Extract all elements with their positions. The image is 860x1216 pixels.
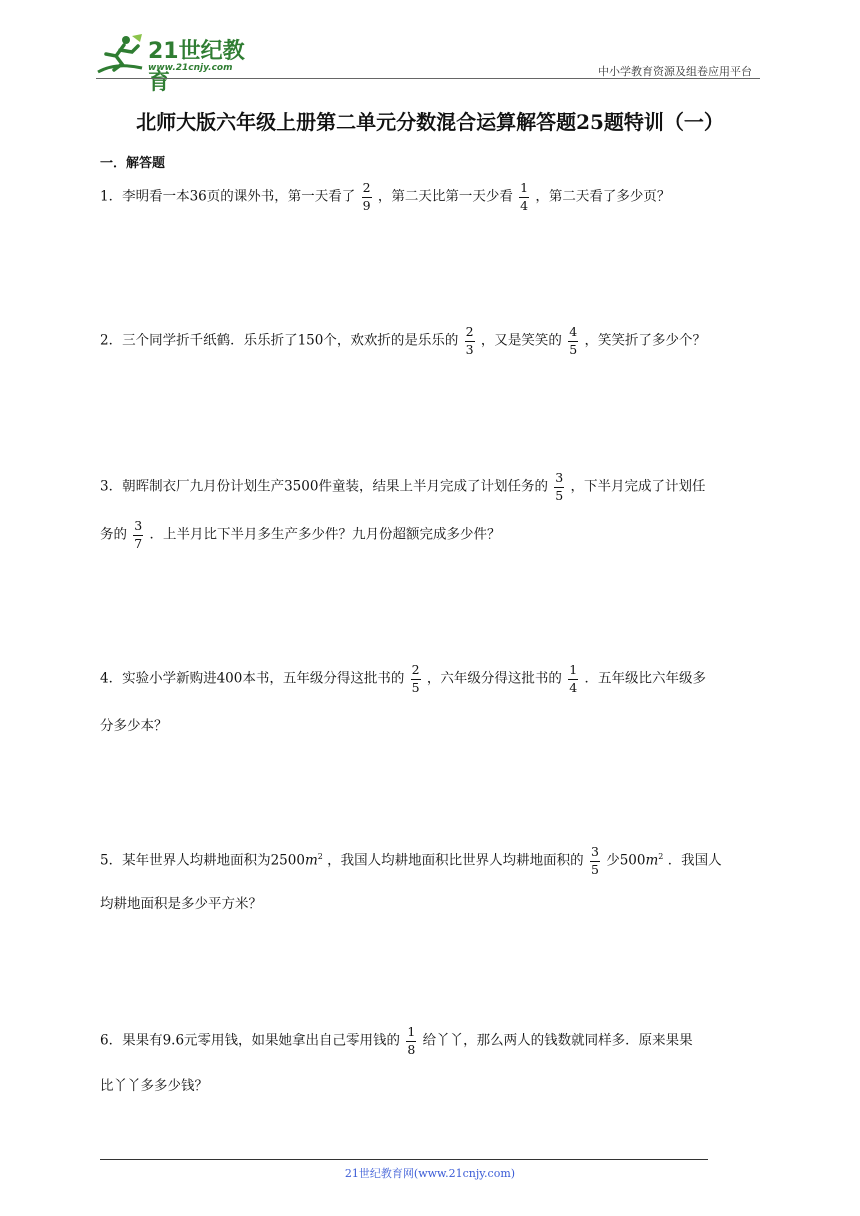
- numerator: 1: [407, 1024, 416, 1039]
- denominator: 5: [411, 679, 420, 695]
- page-header: [96, 30, 760, 95]
- numerator: 4: [569, 324, 578, 339]
- question-text: ．我国人: [667, 852, 722, 869]
- numerator: 1: [520, 180, 529, 195]
- question-text: ，六年级分得这批书的: [426, 670, 562, 687]
- logo-text: 21世纪教育: [148, 39, 245, 95]
- question-line: [100, 1026, 693, 1056]
- fraction: [465, 326, 475, 356]
- numerator: 2: [465, 324, 474, 339]
- question-text: 给丫丫，那么两人的钱数就同样多．原来果果: [422, 1032, 693, 1049]
- question-text: ，下半月完成了计划任: [570, 478, 706, 495]
- numerator: 1: [569, 662, 578, 677]
- site-logo[interactable]: [96, 30, 266, 95]
- fraction: [554, 472, 564, 502]
- question-line: [100, 472, 706, 502]
- question-text: ，又是笑笑的: [480, 332, 562, 349]
- fraction: [590, 846, 600, 876]
- unit-m: m: [645, 852, 659, 869]
- question-line: [100, 664, 706, 694]
- denominator: 5: [590, 861, 599, 877]
- question-text: 比丫丫多多少钱？: [100, 1078, 208, 1094]
- question-text: ．上半月比下半月多生产多少件？九月份超额完成多少件？: [149, 526, 501, 543]
- question-text: 5．某年世界人均耕地面积为2500: [100, 852, 305, 869]
- numerator: 3: [555, 470, 564, 485]
- page-title: 北师大版六年级上册第二单元分数混合运算解答题25题特训（一）: [136, 110, 724, 134]
- denominator: 5: [569, 341, 578, 357]
- question-line: [100, 846, 722, 876]
- fraction: [406, 1026, 416, 1056]
- section-heading: 一．解答题: [100, 156, 166, 171]
- question-line: [100, 520, 501, 550]
- denominator: 4: [520, 197, 529, 213]
- logo-url: www.21cnjy.com: [148, 63, 233, 73]
- question-line: [100, 714, 168, 734]
- question-line: [100, 1074, 208, 1094]
- question-text: 4．实验小学新购进400本书，五年级分得这批书的: [100, 670, 405, 687]
- question-text: ．五年级比六年级多: [584, 670, 706, 687]
- question-text: 分多少本？: [100, 718, 168, 734]
- platform-name: 中小学教育资源及组卷应用平台: [598, 65, 752, 78]
- question-text: 6．果果有9.6元零用钱，如果她拿出自己零用钱的: [100, 1032, 401, 1049]
- numerator: 3: [590, 844, 599, 859]
- denominator: 4: [569, 679, 578, 695]
- numerator: 3: [134, 518, 143, 533]
- runner-logo-icon: [96, 32, 146, 76]
- denominator: 9: [362, 197, 371, 213]
- question-line: [100, 326, 706, 356]
- fraction: [411, 664, 421, 694]
- question-line: [100, 182, 670, 212]
- exponent: 2: [317, 852, 323, 861]
- question-text: 少500: [606, 852, 646, 869]
- question-text: ，笑笑折了多少个？: [584, 332, 706, 349]
- header-divider: [96, 78, 760, 79]
- denominator: 5: [555, 487, 564, 503]
- footer-divider: [100, 1159, 708, 1160]
- question-text: ，第二天比第一天少看: [377, 188, 513, 205]
- denominator: 7: [134, 535, 143, 551]
- question-text: 均耕地面积是多少平方米？: [100, 896, 262, 912]
- unit-m: m: [304, 852, 318, 869]
- question-line: [100, 892, 262, 912]
- fraction: [519, 182, 529, 212]
- fraction: [133, 520, 143, 550]
- question-text: 务的: [100, 526, 127, 543]
- numerator: 2: [362, 180, 371, 195]
- denominator: 3: [465, 341, 474, 357]
- fraction: [568, 326, 578, 356]
- numerator: 2: [411, 662, 420, 677]
- footer-link[interactable]: 21世纪教育网(www.21cnjy.com): [344, 1167, 516, 1180]
- question-text: ，第二天看了多少页？: [535, 188, 671, 205]
- exponent: 2: [658, 852, 664, 861]
- question-text: 1．李明看一本36页的课外书，第一天看了: [100, 188, 356, 205]
- question-text: 3．朝晖制衣厂九月份计划生产3500件童装，结果上半月完成了计划任务的: [100, 478, 548, 495]
- denominator: 8: [407, 1041, 416, 1057]
- fraction: [568, 664, 578, 694]
- fraction: [362, 182, 372, 212]
- question-text: 2．三个同学折千纸鹤．乐乐折了150个，欢欢折的是乐乐的: [100, 332, 459, 349]
- question-text: ，我国人均耕地面积比世界人均耕地面积的: [327, 852, 584, 869]
